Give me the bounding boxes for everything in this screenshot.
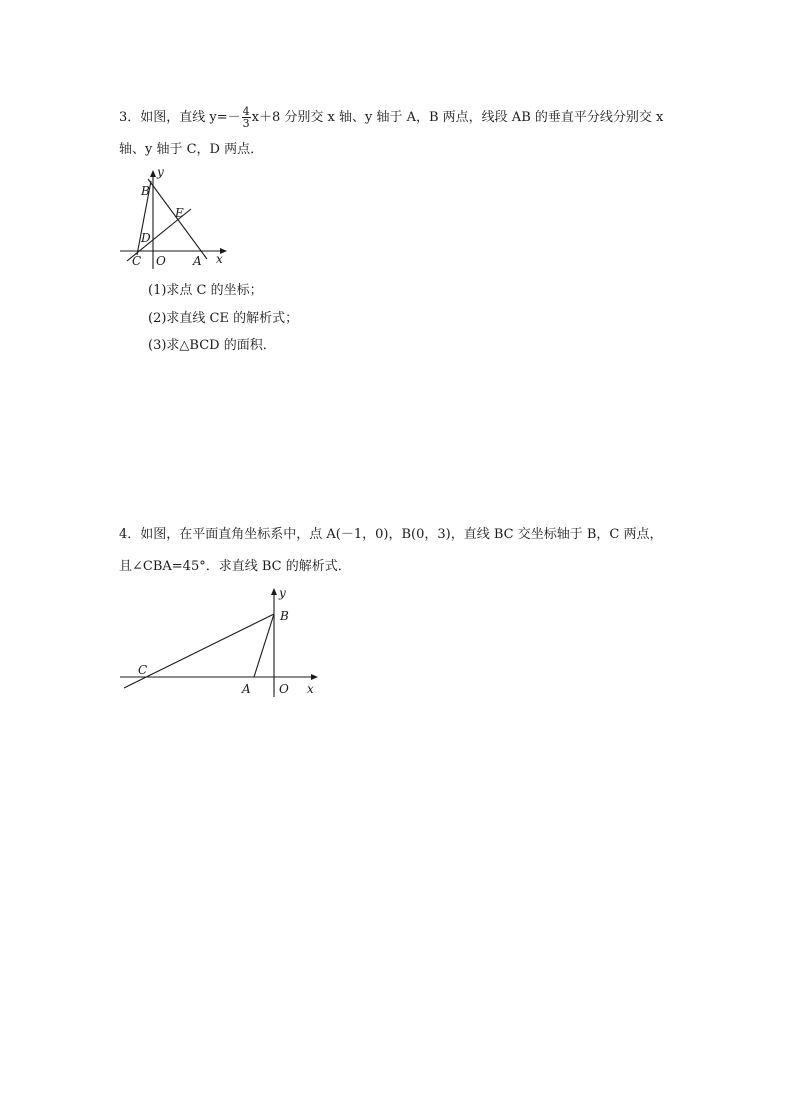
problem3-subquestion-2: (2)求直线 CE 的解析式； (148, 311, 299, 326)
p3-label-c: C (132, 254, 142, 268)
p4-label-o: O (279, 682, 289, 696)
p3-label-x: x (216, 252, 223, 266)
problem4-number: 4． (119, 527, 141, 542)
problem3-line1 (119, 106, 663, 129)
p4-label-y: y (279, 586, 286, 600)
problem3-text-part1: 如图，直线 y=－ (140, 110, 241, 125)
problem4-figure (118, 585, 323, 700)
p3-y-arrow (150, 170, 156, 177)
problem3-fraction (242, 106, 251, 129)
problem4-text-line1: 如图，在平面直角坐标系中，点 A(－1，0)，B(0，3)，直线 BC 交坐标轴于 B，C 两点， (140, 527, 663, 542)
problem3-number: 3． (119, 110, 141, 125)
fraction-denominator: 3 (242, 117, 250, 130)
p4-label-b: B (280, 609, 289, 623)
p4-segment-ab (254, 614, 274, 677)
p4-label-a: A (242, 682, 251, 696)
problem3-subquestion-1: (1)求点 C 的坐标； (148, 283, 263, 298)
p4-y-arrow (271, 588, 277, 595)
problem3-line2: 轴、y 轴于 C，D 两点． (119, 142, 264, 157)
p4-x-arrow (311, 674, 318, 680)
p3-label-b: B (141, 184, 150, 198)
problem4-line2: 且∠CBA=45°．求直线 BC 的解析式． (119, 559, 351, 574)
problem3-figure (115, 165, 235, 270)
p3-label-a: A (193, 254, 202, 268)
p4-label-x: x (307, 682, 314, 696)
p3-label-e: E (175, 206, 184, 220)
p4-label-c: C (138, 663, 148, 677)
fraction-numerator: 4 (242, 105, 250, 118)
p3-label-d: D (141, 231, 151, 245)
problem4-line1 (119, 527, 663, 543)
p3-label-o: O (156, 254, 166, 268)
problem3-subquestion-3: (3)求△BCD 的面积． (148, 338, 276, 353)
problem3-text-part2: x＋8 分别交 x 轴、y 轴于 A，B 两点，线段 AB 的垂直平分线分别交 x (251, 110, 664, 125)
p3-label-y: y (157, 165, 164, 179)
